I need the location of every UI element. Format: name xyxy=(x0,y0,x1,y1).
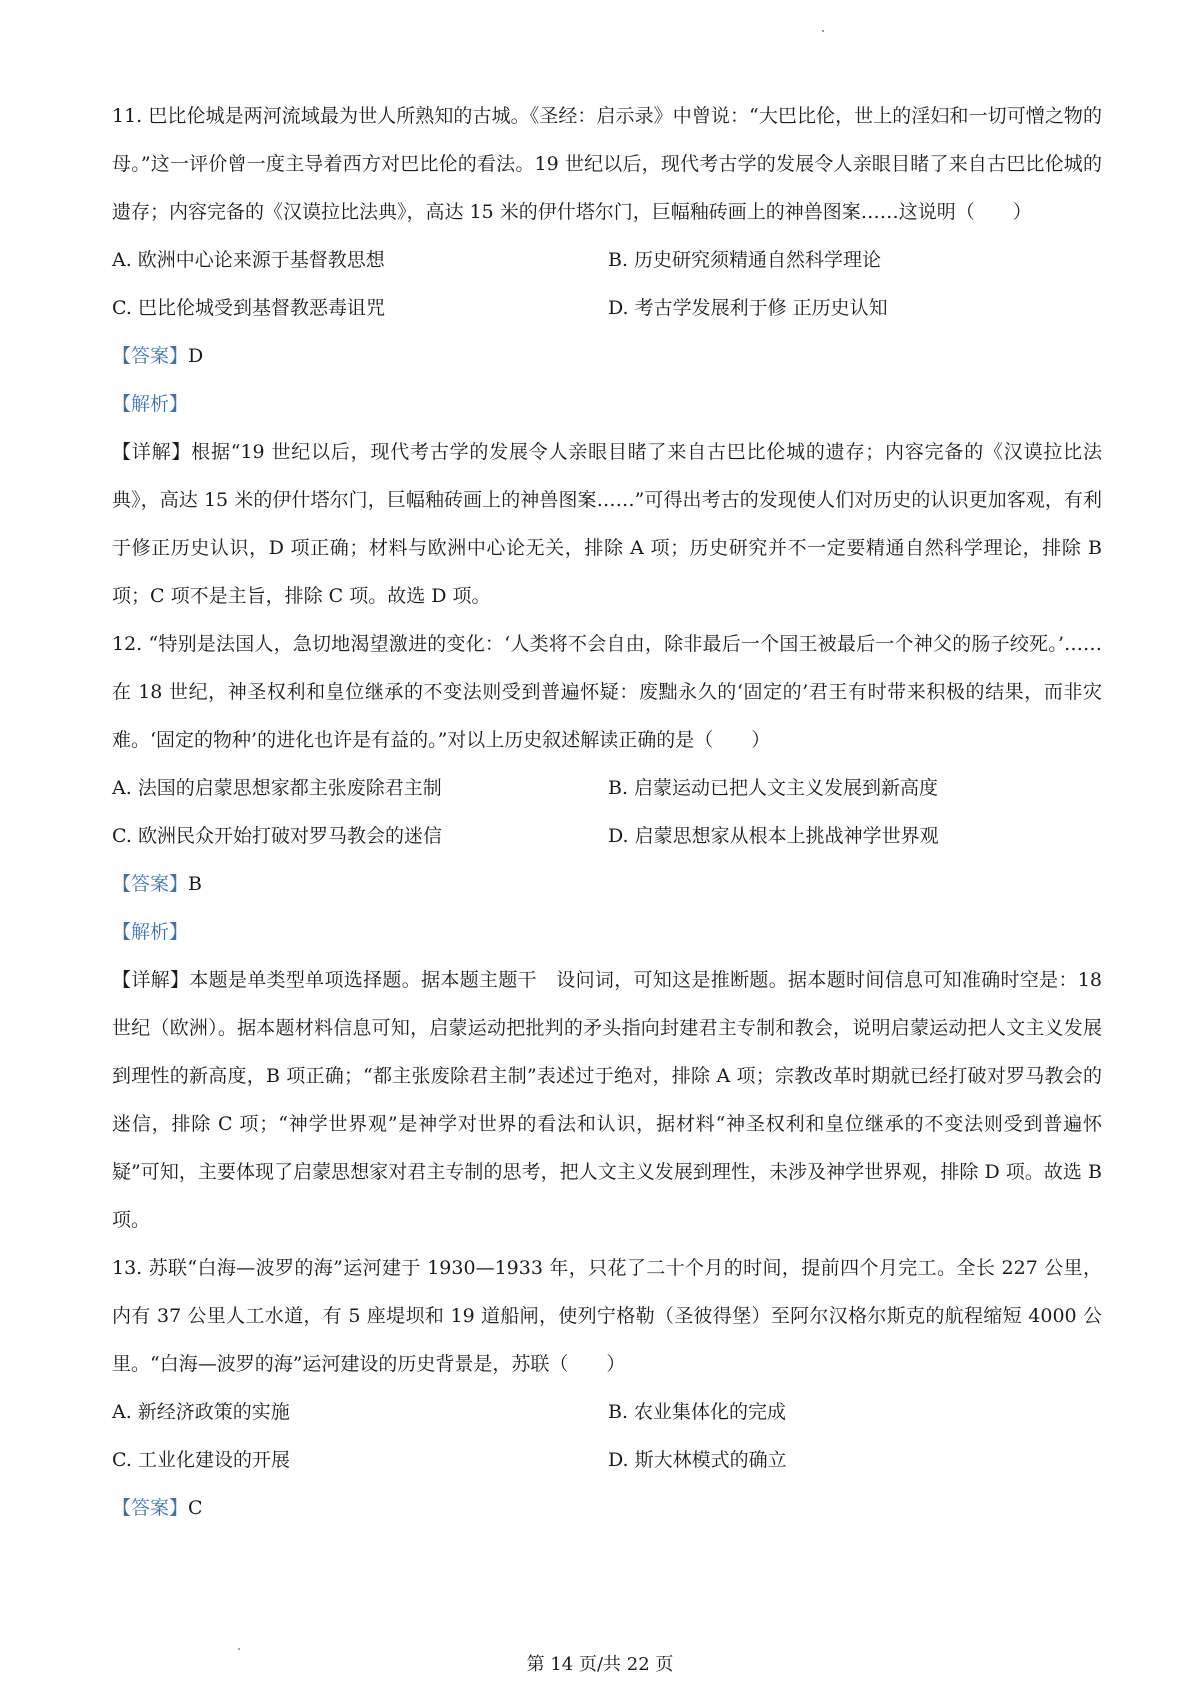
detail-text: 根据“19 世纪以后，现代考古学的发展令人亲眼目睹了来自古巴比伦城的遗存；内容完备的《汉谟拉比法典》，高达 15 米的伊什塔尔门，巨幅釉砖画上的神兽图案……”可得出考古的发现使人们对历史的认识更加客观，有利于修正历史认识，D 项正确；材料与欧洲中心论无关，排除 A 项；历史研究并不一定要精通自然科学理论，排除 B 项；C 项不是主旨，排除 C 项。故选 D 项。 xyxy=(112,441,1102,607)
option-d: D. 斯大林模式的确立 xyxy=(608,1449,787,1471)
question-12 xyxy=(112,620,1102,1244)
option-b: B. 启蒙运动已把人文主义发展到新高度 xyxy=(608,777,939,799)
question-stem: 11. 巴比伦城是两河流域最为世人所熟知的古城。《圣经：启示录》中曾说：“大巴比伦，世上的淫妇和一切可憎之物的母。”这一评价曾一度主导着西方对巴比伦的看法。19 世纪以后，现代考古学的发展令人亲眼目睹了来自古巴比伦城的遗存；内容完备的《汉谟拉比法典》，高达 15 米的伊什塔尔门，巨幅釉砖画上的神兽图案……这说明（ ） xyxy=(112,105,1102,223)
option-a: A. 新经济政策的实施 xyxy=(112,1401,290,1423)
options-row xyxy=(112,1388,1102,1436)
document-page xyxy=(112,92,1102,1532)
option-a: A. 法国的启蒙思想家都主张废除君主制 xyxy=(112,777,442,799)
question-11 xyxy=(112,92,1102,620)
analysis-tag: 【解析】 xyxy=(112,921,189,943)
answer-tag: 【答案】 xyxy=(112,873,189,895)
answer-line xyxy=(112,1484,1102,1532)
detail-paragraph xyxy=(112,428,1102,620)
question-stem: 12. “特别是法国人，急切地渴望激进的变化：‘人类将不会自由，除非最后一个国王被最后一个神父的肠子绞死。’……在 18 世纪，神圣权利和皇位继承的不变法则受到普遍怀疑：废黜永久的‘固定的’君王有时带来积极的结果，而非灾难。‘固定的物种’的进化也许是有益的。”对以上历史叙述解读正确的是（ ） xyxy=(112,633,1102,751)
option-c: C. 欧洲民众开始打破对罗马教会的迷信 xyxy=(112,825,442,847)
detail-text: 本题是单类型单项选择题。据本题主题干 设问词，可知这是推断题。据本题时间信息可知准确时空是：18 世纪（欧洲）。据本题材料信息可知，启蒙运动把批判的矛头指向封建君主专制和教会，说明启蒙运动把人文主义发展到理性的新高度，B 项正确；“都主张废除君主制”表述过于绝对，排除 A 项；宗教改革时期就已经打破对罗马教会的迷信，排除 C 项；“神学世界观”是神学对世界的看法和认识，据材料“神圣权利和皇位继承的不变法则受到普遍怀疑”可知，主要体现了启蒙思想家对君主专制的思考，把人文主义发展到理性，未涉及神学世界观，排除 D 项。故选 B 项。 xyxy=(112,969,1102,1231)
detail-tag: 【详解】 xyxy=(112,969,190,991)
analysis-line xyxy=(112,380,1102,428)
options-row xyxy=(112,764,1102,812)
detail-tag: 【详解】 xyxy=(112,441,192,463)
option-c: C. 巴比伦城受到基督教恶毒诅咒 xyxy=(112,297,385,319)
option-b: B. 农业集体化的完成 xyxy=(608,1401,787,1423)
option-c: C. 工业化建设的开展 xyxy=(112,1449,290,1471)
options-row xyxy=(112,284,1102,332)
options-row xyxy=(112,236,1102,284)
options-row xyxy=(112,1436,1102,1484)
answer-value: D xyxy=(188,345,204,367)
analysis-line xyxy=(112,908,1102,956)
question-stem: 13. 苏联“白海—波罗的海”运河建于 1930—1933 年，只花了二十个月的时间，提前四个月完工。全长 227 公里，内有 37 公里人工水道，有 5 座堤坝和 19 道船闸，使列宁格勒（圣彼得堡）至阿尔汉格尔斯克的航程缩短 4000 公里。“白海—波罗的海”运河建设的历史背景是，苏联（ ） xyxy=(112,1257,1102,1375)
detail-paragraph xyxy=(112,956,1102,1244)
option-a: A. 欧洲中心论来源于基督教思想 xyxy=(112,249,385,271)
scan-dot xyxy=(822,30,824,32)
option-d: D. 启蒙思想家从根本上挑战神学世界观 xyxy=(608,825,939,847)
options-row xyxy=(112,812,1102,860)
answer-line xyxy=(112,332,1102,380)
question-13 xyxy=(112,1244,1102,1532)
option-b: B. 历史研究须精通自然科学理论 xyxy=(608,249,882,271)
answer-tag: 【答案】 xyxy=(112,345,189,367)
answer-tag: 【答案】 xyxy=(112,1497,189,1519)
answer-value: B xyxy=(188,873,202,895)
analysis-tag: 【解析】 xyxy=(112,393,189,415)
answer-value: C xyxy=(188,1497,203,1519)
answer-line xyxy=(112,860,1102,908)
page-number-footer: 第 14 页/共 22 页 xyxy=(526,1654,674,1675)
option-d: D. 考古学发展利于修 正历史认知 xyxy=(608,297,888,319)
